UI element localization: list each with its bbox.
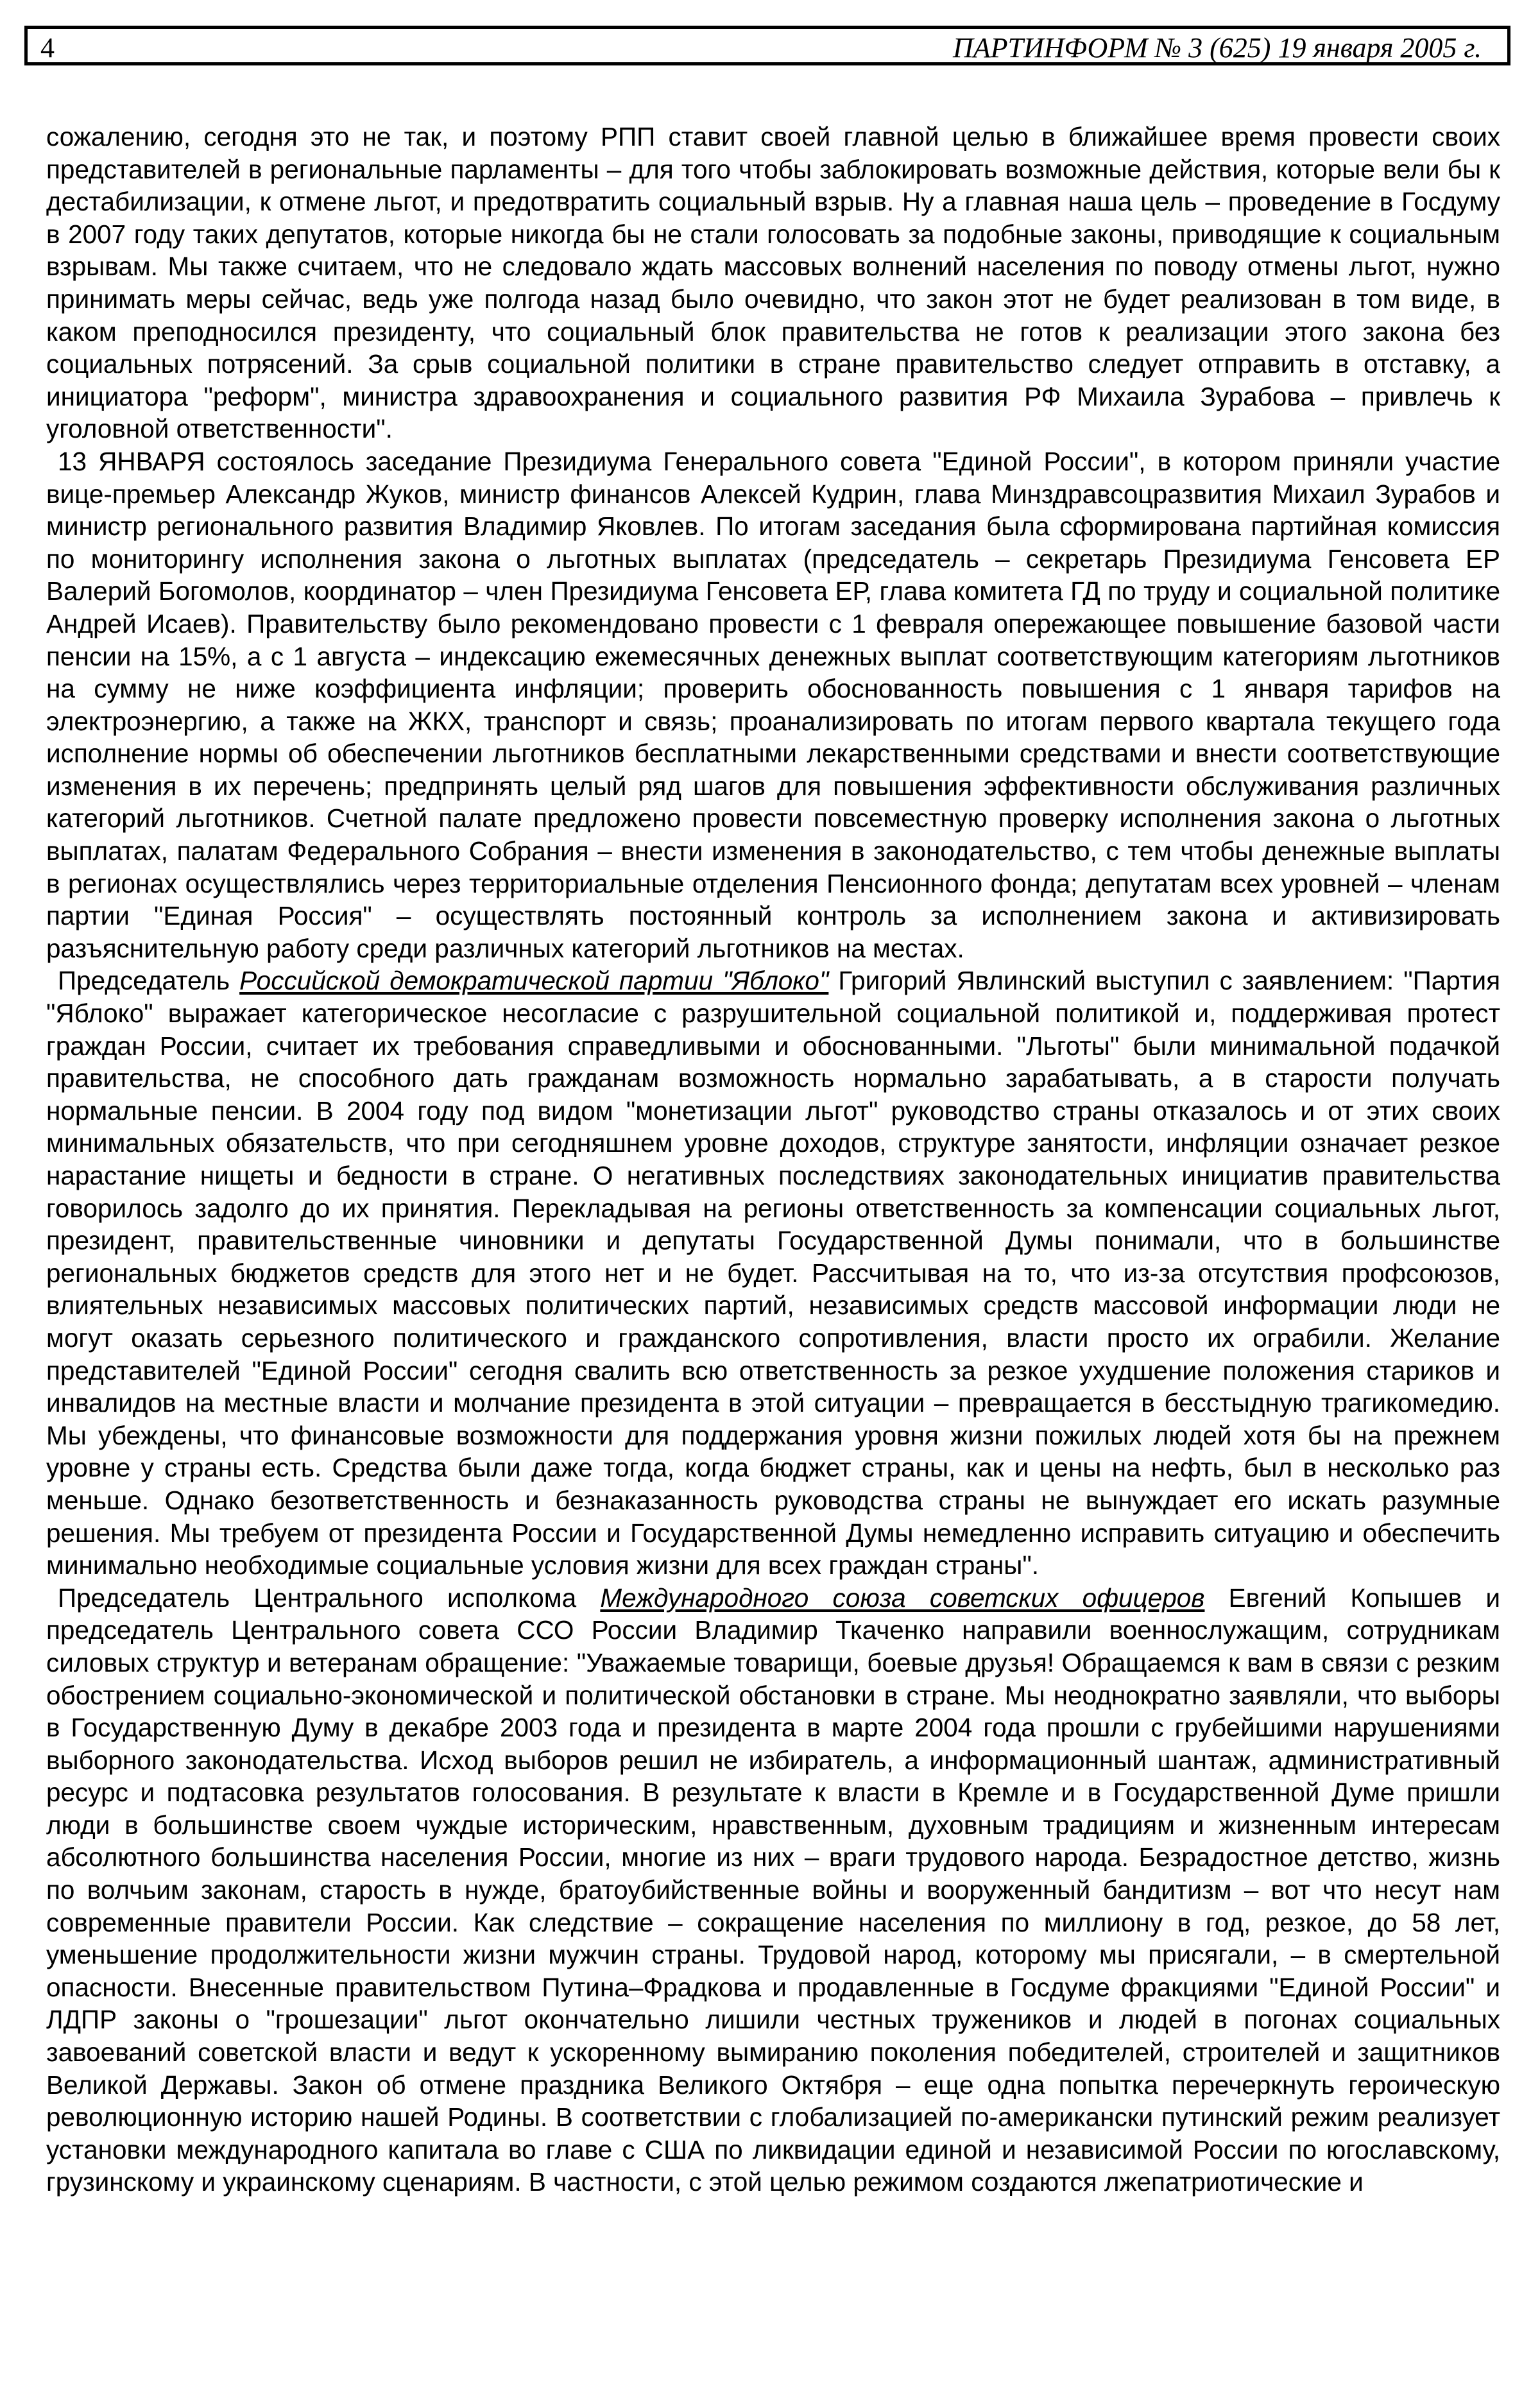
party-link-yabloko[interactable]: Российской демократической партии "Яблоко" xyxy=(239,966,829,996)
page-number: 4 xyxy=(40,32,55,64)
paragraph-4 xyxy=(46,1582,1500,2198)
page-header xyxy=(24,26,1510,65)
article-body xyxy=(46,121,1500,2367)
issue-title: ПАРТИНФОРМ № 3 (625) 19 января 2005 г. xyxy=(952,32,1482,64)
paragraph-3 xyxy=(46,964,1500,1581)
paragraph-3-lead: Председатель xyxy=(58,966,240,996)
party-link-soviet-officers[interactable]: Международного союза советских офицеров xyxy=(600,1582,1205,1613)
paragraph-4-text: Евгений Копышев и председатель Центрального совета ССО России Владимир Ткаченко направили военнослужащим, сотрудникам силовых структур и ветеранам обращение: "Уважаемые товарищи, боевые друзья! Обращаемся к вам в связи с резким обострением социально-экономической и политической обстановки в стране. Мы неоднократно заявляли, что выборы в Государственную Думу в декабре 2003 года и президента в марте 2004 года прошли с грубейшими нарушениями выборного законодательства. Исход выборов решил не избиратель, а информационный шантаж, административный ресурс и подтасовка результатов голосования. В результате к власти в Кремле и в Государственной Думе пришли люди в большинстве своем чуждые историческим, нравственным, духовным традициям и жизненным интересам абсолютного большинства населения России, многие из них – враги трудового народа. Безрадостное детство, жизнь по волчьим законам, старость в нужде, братоубийственные войны и вооруженный бандитизм – вот что несут нам современные правители России. Как следствие – сокращение населения по миллиону в год, резкое, до 58 лет, уменьшение продолжительности жизни мужчин страны. Трудовой народ, которому мы присягали, – в смертельной опасности. Внесенные правительством Путина–Фрадкова и продавленные в Госдуме фракциями "Единой России" и ЛДПР законы о "грошезации" льгот окончательно лишили честных тружеников и людей в погонах социальных завоеваний советской власти и ведут к ускоренному вымиранию поколения победителей, строителей и защитников Великой Державы. Закон об отмене праздника Великого Октября – еще одна попытка перечеркнуть героическую революционную историю нашей Родины. В соответствии с глобализацией по-американски путинский режим реализует установки международного капитала во главе с США по ликвидации единой и независимой России по югославскому, грузинскому и украинскому сценариям. В частности, с этой целью режимом создаются лжепатриотические и xyxy=(46,1582,1500,2197)
paragraph-1: сожалению, сегодня это не так, и поэтому РПП ставит своей главной целью в ближайшее время провести своих представителей в региональные парламенты – для того чтобы заблокировать возможные действия, которые вели бы к дестабилизации, к отмене льгот, и предотвратить социальный взрыв. Ну а главная наша цель – проведение в Госдуму в 2007 году таких депутатов, которые никогда бы не стали голосовать за подобные законы, приводящие к социальным взрывам. Мы также считаем, что не следовало ждать массовых волнений населения по поводу отмены льгот, нужно принимать меры сейчас, ведь уже полгода назад было очевидно, что закон этот не будет реализован в том виде, в каком преподносился президенту, что социальный блок правительства не готов к реализации этого закона без социальных потрясений. За срыв социальной политики в стране правительство следует отправить в отставку, а инициатора "реформ", министра здравоохранения и социального развития РФ Михаила Зурабова – привлечь к уголовной ответственности". xyxy=(46,122,1500,444)
paragraph-4-lead: Председатель Центрального исполкома xyxy=(58,1582,601,1613)
paragraph-2: 13 ЯНВАРЯ состоялось заседание Президиума Генерального совета "Единой России", в котором приняли участие вице-премьер Александр Жуков, министр финансов Алексей Кудрин, глава Минздравсоцразвития Михаил Зурабов и министр регионального развития Владимир Яковлев. По итогам заседания была сформирована партийная комиссия по мониторингу исполнения закона о льготных выплатах (председатель – секретарь Президиума Генсовета ЕР Валерий Богомолов, координатор – член Президиума Генсовета ЕР, глава комитета ГД по труду и социальной политике Андрей Исаев). Правительству было рекомендовано провести с 1 февраля опережающее повышение базовой части пенсии на 15%, а с 1 августа – индексацию ежемесячных денежных выплат соответствующим категориям льготников на сумму не ниже коэффициента инфляции; проверить обоснованность повышения с 1 января тарифов на электроэнергию, а также на ЖКХ, транспорт и связь; проанализировать по итогам первого квартала текущего года исполнение нормы об обеспечении льготников бесплатными лекарственными средствами и внести соответствующие изменения в их перечень; предпринять целый ряд шагов для повышения эффективности обслуживания различных категорий льготников. Счетной палате предложено провести повсеместную проверку исполнения закона о льготных выплатах, палатам Федерального Собрания – внести изменения в законодательство, с тем чтобы денежные выплаты в регионах осуществлялись через территориальные отделения Пенсионного фонда; депутатам всех уровней – членам партии "Единая Россия" – осуществлять постоянный контроль за исполнением закона и активизировать разъяснительную работу среди различных категорий льготников на местах. xyxy=(46,446,1500,963)
paragraph-3-text: Григорий Явлинский выступил с заявлением: "Партия "Яблоко" выражает категорическое несогласие с разрушительной социальной политикой и, поддерживая протест граждан России, считает их требования справедливыми и обоснованными. "Льготы" были минимальной подачкой правительства, не способного дать гражданам возможность нормально зарабатывать, а в старости получать нормальные пенсии. В 2004 году под видом "монетизации льгот" руководство страны отказалось и от этих своих минимальных обязательств, что при сегодняшнем уровне доходов, структуре занятости, инфляции означает резкое нарастание нищеты и бедности в стране. О негативных последствиях законодательных инициатив правительства говорилось задолго до их принятия. Перекладывая на регионы ответственность за компенсации социальных льгот, президент, правительственные чиновники и депутаты Государственной Думы понимали, что в большинстве региональных бюджетов средств для этого нет и не будет. Рассчитывая на то, что из-за отсутствия профсоюзов, влиятельных независимых массовых политических партий, независимых средств массовой информации люди не могут оказать серьезного политического и гражданского сопротивления, власти просто их ограбили. Желание представителей "Единой России" сегодня свалить всю ответственность за резкое ухудшение положения стариков и инвалидов на местные власти и молчание президента в этой ситуации – превращается в бесстыдную трагикомедию. Мы убеждены, что финансовые возможности для поддержания уровня жизни пожилых людей хотя бы на прежнем уровне у страны есть. Средства были даже тогда, когда бюджет страны, как и цены на нефть, был в несколько раз меньше. Однако безответственность и безнаказанность руководства страны не вынуждает его искать разумные решения. Мы требуем от президента России и Государственной Думы немедленно исправить ситуацию и обеспечить минимально необходимые социальные условия жизни для всех граждан страны". xyxy=(46,966,1500,1581)
